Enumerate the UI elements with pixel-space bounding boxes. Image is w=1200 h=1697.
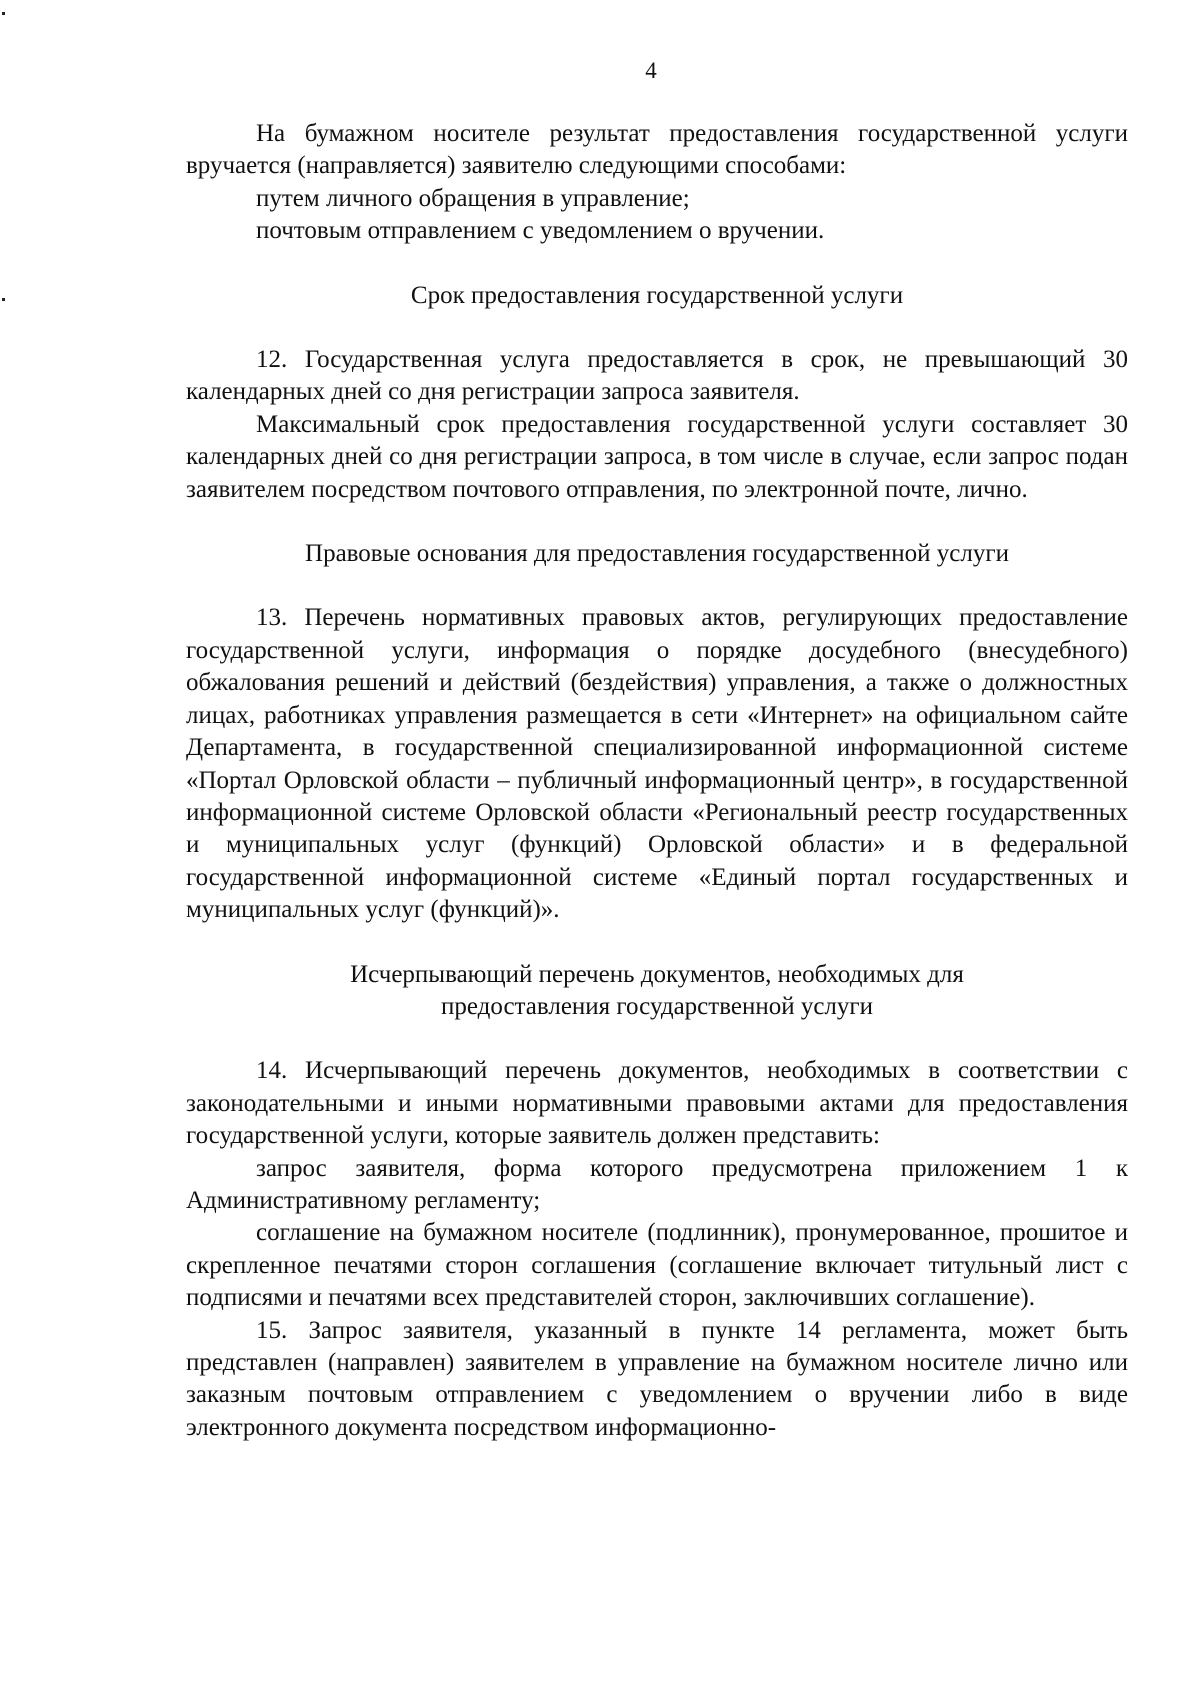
paragraph-result-delivery: На бумажном носителе результат предоставления государственной услуги вручается (направляется) заявителю следующими способами: <box>186 120 1128 180</box>
section-heading-documents-line1: Исчерпывающий перечень документов, необходимых для <box>350 960 964 988</box>
section-heading-term: Срок предоставления государственной услуги <box>410 281 904 309</box>
scan-edge-mark-middle <box>2 298 5 301</box>
paragraph-clause-13: 13. Перечень нормативных правовых актов, регулирующих предоставление государственной услуги, информация о порядке досудебного (внесудебного) обжалования решений и действий (бездействия) управления, а также о должностных лицах, работниках управления размещается в сети «Интернет» на официальном сайте Департамента, в государственной специализированной информационной системе «Портал Орловской области – публичный информационный центр», в государственной информационной системе Орловской области «Региональный реестр государственных и муниципальных услуг (функций) Орловской области» и в федеральной государственной информационной системе «Единый портал государственных и муниципальных услуг (функций)». <box>186 604 1128 924</box>
paragraph-request-form: запрос заявителя, форма которого предусмотрена приложением 1 к Административному регламенту; <box>186 1154 1128 1214</box>
paragraph-agreement: соглашение на бумажном носителе (подлинник), пронумерованное, прошитое и скрепленное печатями сторон соглашения (соглашение включает титульный лист с подписями и печатями всех представителей сторон, заключивших соглашение). <box>186 1219 1128 1312</box>
paragraph-personal-visit: путем личного обращения в управление; <box>256 184 690 212</box>
paragraph-clause-15: 15. Запрос заявителя, указанный в пункте 14 регламента, может быть представлен (направлен) заявителем в управление на бумажном носителе лично или заказным почтовым отправлением с уведомлением о вручении либо в виде электронного документа посредством информационно- <box>186 1316 1128 1441</box>
document-body <box>186 118 1128 1444</box>
paragraph-postal-delivery: почтовым отправлением с уведомлением о вручении. <box>256 217 825 245</box>
paragraph-clause-14: 14. Исчерпывающий перечень документов, необходимых в соответствии с законодательными и иными нормативными правовыми актами для предоставления государственной услуги, которые заявитель должен представить: <box>186 1057 1128 1150</box>
spacer <box>186 570 1128 602</box>
section-heading-documents-line2: предоставления государственной услуги <box>440 992 874 1020</box>
spacer <box>186 927 1128 959</box>
spacer <box>186 1023 1128 1055</box>
paragraph-clause-12: 12. Государственная услуга предоставляется в срок, не превышающий 30 календарных дней со дня регистрации запроса заявителя. <box>186 346 1128 406</box>
scan-edge-mark-top <box>2 12 5 15</box>
spacer <box>186 312 1128 344</box>
section-heading-legal-basis: Правовые основания для предоставления государственной услуги <box>305 540 1009 568</box>
paragraph-max-term: Максимальный срок предоставления государственной услуги составляет 30 календарных дней со дня регистрации запроса, в том числе в случае, если запрос подан заявителем посредством почтового отправления, по электронной почте, лично. <box>186 410 1128 503</box>
spacer <box>186 506 1128 538</box>
spacer <box>186 248 1128 280</box>
page-number: 4 <box>645 58 657 83</box>
